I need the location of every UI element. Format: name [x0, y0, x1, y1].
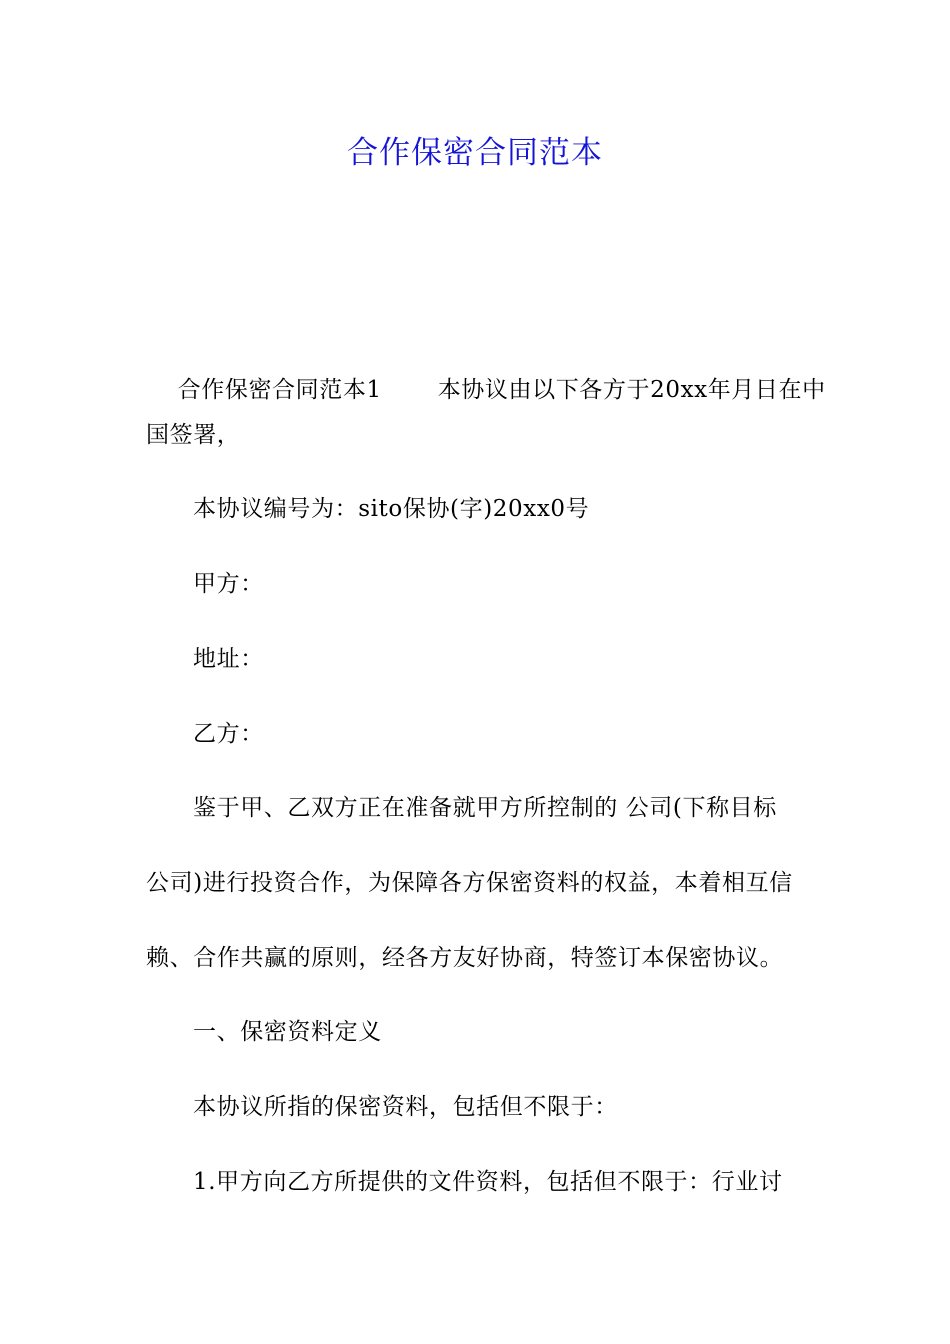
- party-a-label: 甲方：: [193, 571, 264, 597]
- section-heading: 一、保密资料定义: [193, 1019, 382, 1045]
- paragraph-line: 1.甲方向乙方所提供的文件资料，包括但不限于：行业讨: [193, 1169, 783, 1195]
- address-label: 地址：: [193, 646, 264, 672]
- agreement-number: 本协议编号为：sito保协(字)20xx0号: [193, 496, 590, 522]
- paragraph-line: 公司)进行投资合作，为保障各方保密资料的权益，本着相互信: [146, 870, 793, 896]
- paragraph-line: [146, 345, 826, 435]
- party-b-label: 乙方：: [193, 721, 264, 747]
- paragraph-line: 鉴于甲、乙双方正在准备就甲方所控制的 公司(下称目标: [193, 795, 777, 821]
- document-title: 合作保密合同范本: [347, 135, 603, 171]
- paragraph-line: 国签署，: [146, 422, 241, 448]
- paragraph-line: 赖、合作共赢的原则，经各方友好协商，特签订本保密协议。: [146, 945, 784, 971]
- paragraph-text: 本协议由以下各方于20xx年月日在中: [437, 377, 826, 403]
- section-heading: 合作保密合同范本1: [177, 377, 382, 403]
- paragraph-line: 本协议所指的保密资料，包括但不限于：: [193, 1094, 618, 1120]
